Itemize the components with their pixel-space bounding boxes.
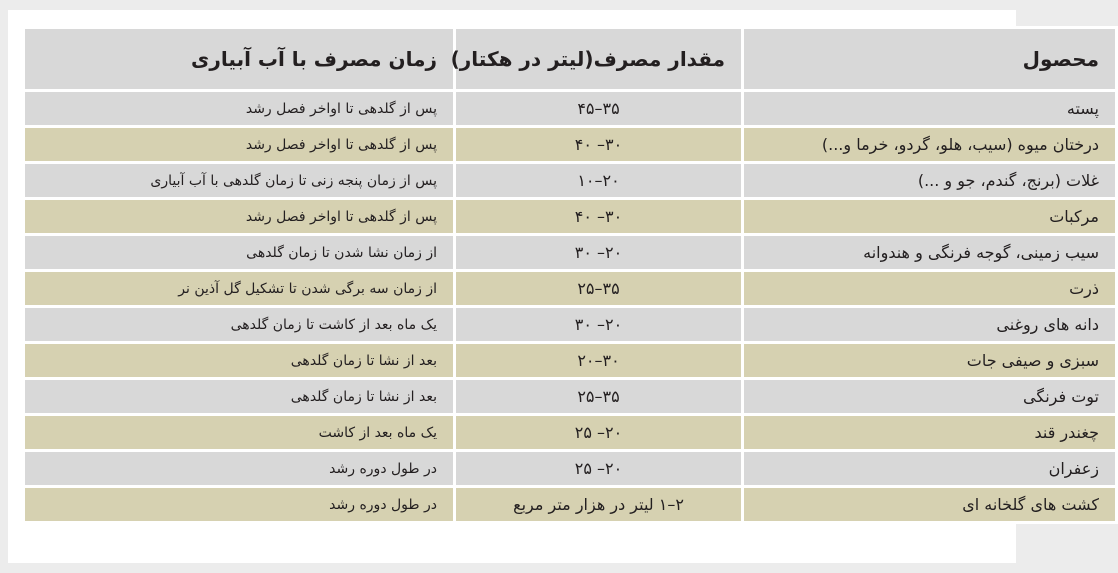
cell-product: درختان میوه (سیب، هلو، گردو، خرما و...) [743,127,1117,163]
cell-time: پس از گلدهی تا اواخر فصل رشد [24,91,455,127]
cell-product: سبزی و صیفی جات [743,343,1117,379]
cell-time: بعد از نشا تا زمان گلدهی [24,379,455,415]
cell-time: پس از زمان پنجه زنی تا زمان گلدهی با آب آبیاری [24,163,455,199]
cell-time: از زمان نشا شدن تا زمان گلدهی [24,235,455,271]
table-row [24,271,1117,307]
cell-time: پس از گلدهی تا اواخر فصل رشد [24,127,455,163]
table-row [24,235,1117,271]
header-amount: مقدار مصرف(لیتر در هکتار) [455,28,743,91]
cell-time: یک ماه بعد از کاشت تا زمان گلدهی [24,307,455,343]
header-time: زمان مصرف با آب آبیاری [24,28,455,91]
cell-product: کشت های گلخانه ای [743,487,1117,523]
table-row [24,451,1117,487]
cell-time: بعد از نشا تا زمان گلدهی [24,343,455,379]
cell-product: سیب زمینی، گوجه فرنگی و هندوانه [743,235,1117,271]
cell-amount: ۳۵–۲۵ [455,379,743,415]
cell-product: ذرت [743,271,1117,307]
cell-amount: ۳۰– ۴۰ [455,199,743,235]
cell-amount: ۲–۱ لیتر در هزار متر مربع [455,487,743,523]
table-row [24,127,1117,163]
cell-amount: ۲۰– ۲۵ [455,415,743,451]
cell-time: از زمان سه برگی شدن تا تشکیل گل آذین نر [24,271,455,307]
cell-amount: ۲۰– ۲۵ [455,451,743,487]
header-product: محصول [743,28,1117,91]
table-row [24,199,1117,235]
cell-product: پسته [743,91,1117,127]
table-row [24,91,1117,127]
cell-product: غلات (برنج، گندم، جو و ...) [743,163,1117,199]
header-row [24,28,1117,91]
cell-product: زعفران [743,451,1117,487]
cell-amount: ۲۰–۱۰ [455,163,743,199]
cell-time: در طول دوره رشد [24,451,455,487]
cell-product: چغندر قند [743,415,1117,451]
cell-amount: ۲۰– ۳۰ [455,235,743,271]
cell-product: توت فرنگی [743,379,1117,415]
table-row [24,343,1117,379]
fertilizer-usage-table [22,26,1118,524]
cell-amount: ۳۰– ۴۰ [455,127,743,163]
cell-time: یک ماه بعد از کاشت [24,415,455,451]
table-frame [8,10,1099,563]
table-row [24,415,1117,451]
cell-product: مرکبات [743,199,1117,235]
table-row [24,487,1117,523]
cell-time: در طول دوره رشد [24,487,455,523]
table-row [24,307,1117,343]
cell-amount: ۳۵–۲۵ [455,271,743,307]
table-row [24,163,1117,199]
cell-amount: ۳۰–۲۰ [455,343,743,379]
cell-product: دانه های روغنی [743,307,1117,343]
cell-amount: ۲۰– ۳۰ [455,307,743,343]
cell-amount: ۳۵–۴۵ [455,91,743,127]
cell-time: پس از گلدهی تا اواخر فصل رشد [24,199,455,235]
table-row [24,379,1117,415]
